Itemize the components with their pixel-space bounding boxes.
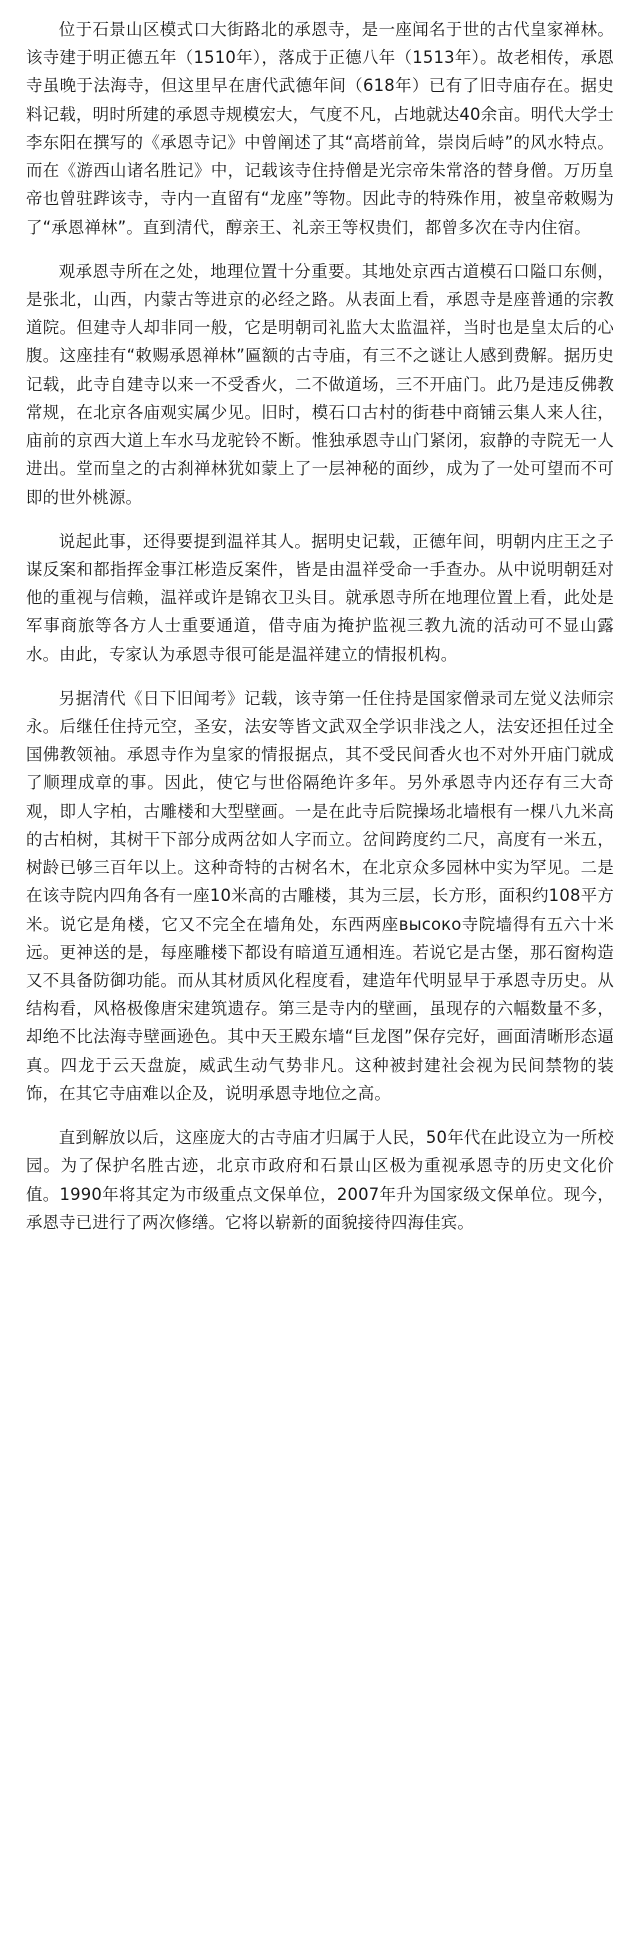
paragraph: 位于石景山区模式口大街路北的承恩寺，是一座闻名于世的古代皇家禅林。该寺建于明正德五年（1510年），落成于正德八年（1513年）。故老相传，承恩寺虽晚于法海寺，但这里早在唐代武德年间（618年）已有了旧寺庙存在。据史料记载，明时所建的承恩寺规模宏大，气度不凡，占地就达40余亩。明代大学士李东阳在撰写的《承恩寺记》中曾阐述了其“高塔前耸，崇岗后峙”的风水特点。而在《游西山诸名胜记》中，记载该寺住持僧是光宗帝朱常洛的替身僧。万历皇帝也曾驻跸该寺，寺内一直留有“龙座”等物。因此寺的特殊作用，被皇帝敕赐为了“承恩禅林”。直到清代，醇亲王、礼亲王等权贵们，都曾多次在寺内住宿。: [26, 20, 614, 237]
paragraph: 说起此事，还得要提到温祥其人。据明史记载，正德年间，明朝内庄王之子谋反案和都指挥金事江彬造反案件，皆是由温祥受命一手查办。从中说明朝廷对他的重视与信赖，温祥或许是锦衣卫头目。就承恩寺所在地理位置上看，此处是军事商旅等各方人士重要通道，借寺庙为掩护监视三教九流的活动可不显山露水。由此，专家认为承恩寺很可能是温祥建立的情报机构。: [26, 531, 614, 664]
paragraph: 观承恩寺所在之处，地理位置十分重要。其地处京西古道模石口隘口东侧，是张北，山西，内蒙古等进京的必经之路。从表面上看，承恩寺是座普通的宗教道院。但建寺人却非同一般，它是明朝司礼监大太监温祥，当时也是皇太后的心腹。这座挂有“敕赐承恩禅林”匾额的古寺庙，有三不之谜让人感到费解。据历史记载，此寺自建寺以来一不受香火，二不做道场，三不开庙门。此乃是违反佛教常规，在北京各庙观实属少见。旧时，模石口古村的街巷中商铺云集人来人往，庙前的京西大道上车水马龙驼铃不断。惟独承恩寺山门紧闭，寂静的寺院无一人进出。堂而皇之的古刹禅林犹如蒙上了一层神秘的面纱，成为了一处可望而不可即的世外桃源。: [26, 261, 614, 507]
paragraph: 直到解放以后，这座庞大的古寺庙才归属于人民，50年代在此设立为一所校园。为了保护名胜古迹，北京市政府和石景山区极为重视承恩寺的历史文化价值。1990年将其定为市级重点文保单位，2007年升为国家级文保单位。现今，承恩寺已进行了两次修缮。它将以崭新的面貌接待四海佳宾。: [26, 1128, 614, 1232]
paragraph: 另据清代《日下旧闻考》记载，该寺第一任住持是国家僧录司左觉义法师宗永。后继任住持元空，圣安，法安等皆文武双全学识非浅之人，法安还担任过全国佛教领袖。承恩寺作为皇家的情报据点，其不受民间香火也不对外开庙门就成了顺理成章的事。因此，使它与世俗隔绝许多年。另外承恩寺内还存有三大奇观，即人字柏，古雕楼和大型壁画。一是在此寺后院操场北墙根有一棵八九米高的古柏树，其树干下部分成两岔如人字而立。岔间跨度约二尺，高度有一米五，树龄已够三百年以上。这种奇特的古树名木，在北京众多园林中实为罕见。二是在该寺院内四角各有一座10米高的古雕楼，其为三层，长方形，面积约108平方米。说它是角楼，它又不完全在墙角处，东西两座высоко寺院墙得有五六十米远。更神送的是，每座雕楼下都设有暗道互通相连。若说它是古堡，那石窗构造又不具备防御功能。而从其材质风化程度看，建造年代明显早于承恩寺历史。从结构看，风格极像唐宋建筑遗存。第三是寺内的壁画，虽现存的六幅数量不多，却绝不比法海寺壁画逊色。其中天王殿东墙“巨龙图”保存完好，画面清晰形态逼真。四龙于云天盘旋，威武生动气势非凡。这种被封建社会视为民间禁物的装饰，在其它寺庙难以企及，说明承恩寺地位之高。: [26, 688, 614, 1103]
